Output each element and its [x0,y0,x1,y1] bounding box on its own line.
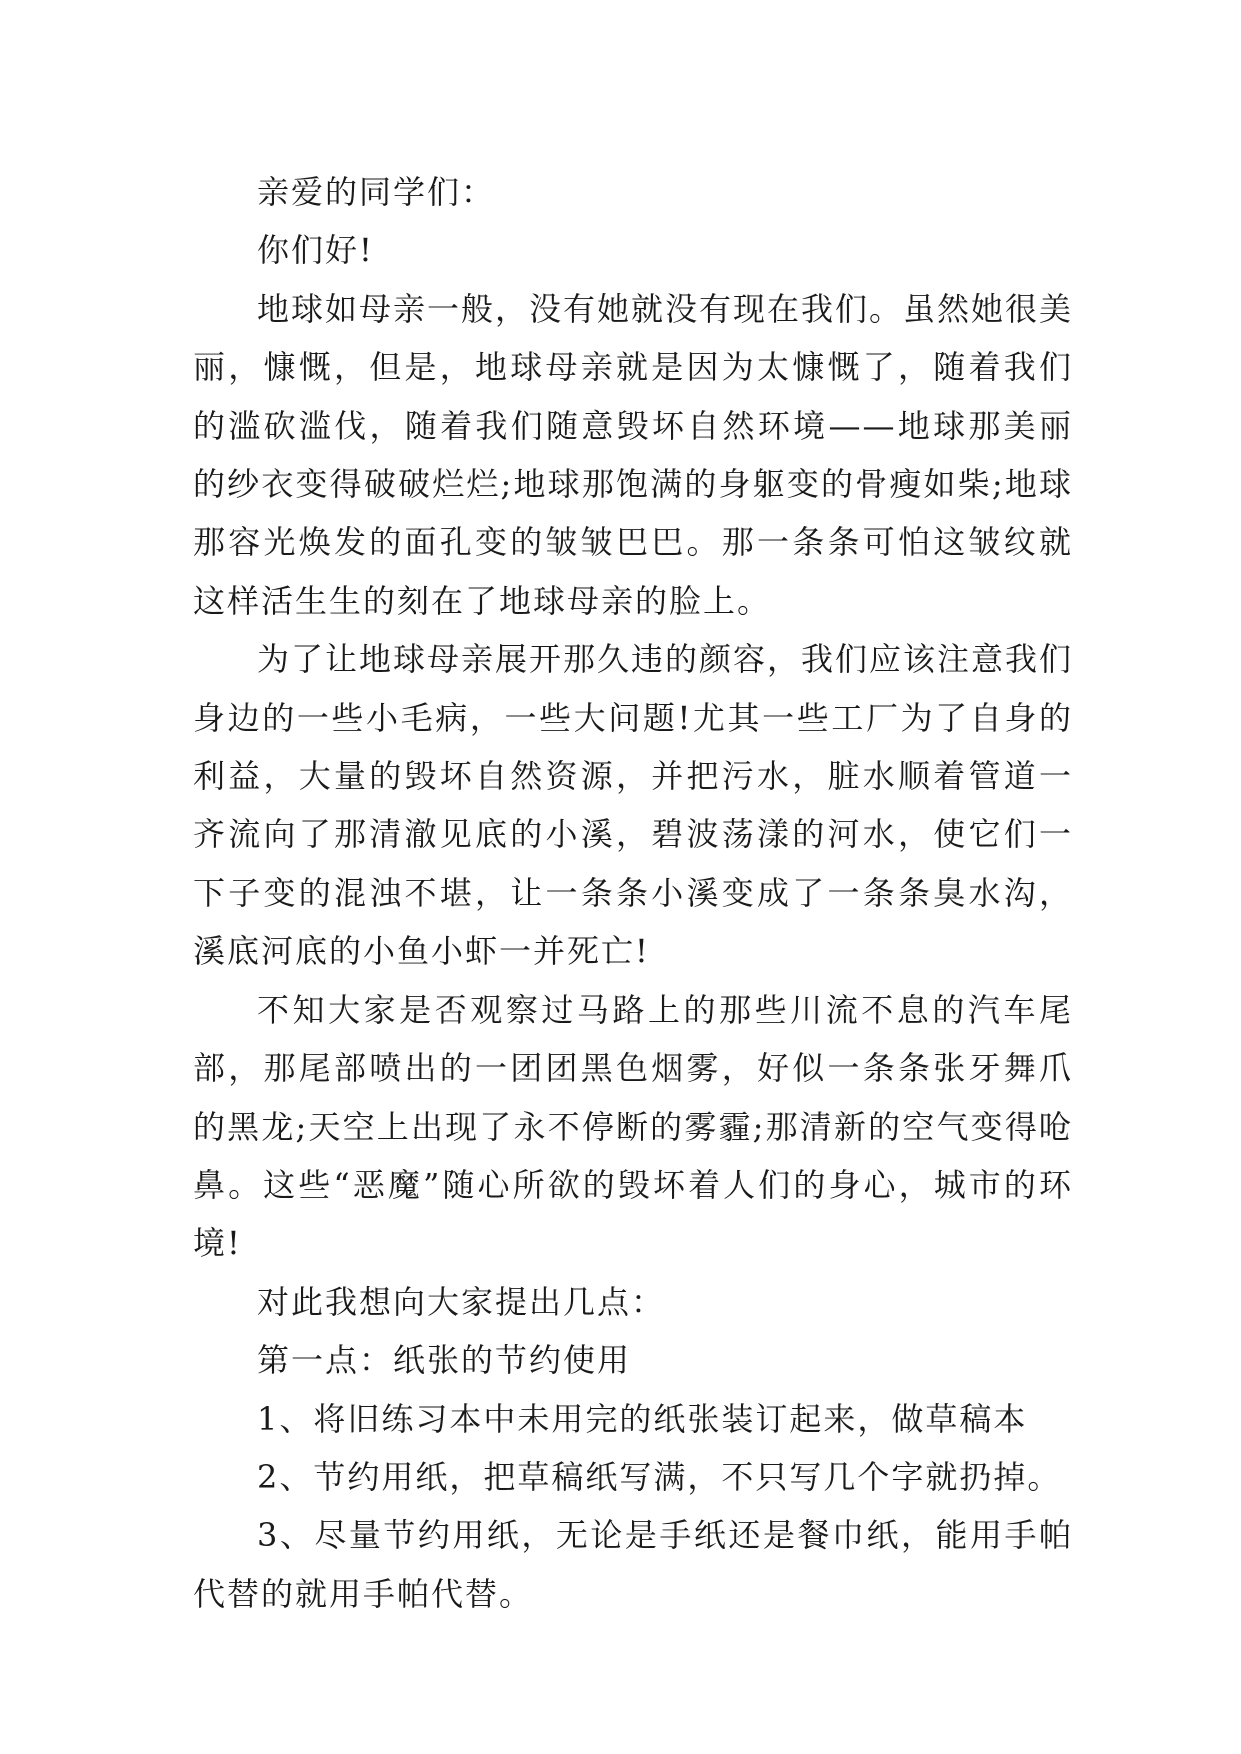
document-body [193,163,1073,1623]
body-paragraph: 地球如母亲一般，没有她就没有现在我们。虽然她很美丽，慷慨，但是，地球母亲就是因为太慷慨了，随着我们的滥砍滥伐，随着我们随意毁坏自然环境——地球那美丽的纱衣变得破破烂烂;地球那饱满的身躯变的骨瘦如柴;地球那容光焕发的面孔变的皱皱巴巴。那一条条可怕这皱纹就这样活生生的刻在了地球母亲的脸上。 [193,289,1074,620]
body-paragraph: 不知大家是否观察过马路上的那些川流不息的汽车尾部，那尾部喷出的一团团黑色烟雾，好似一条条张牙舞爪的黑龙;天空上出现了永不停断的雾霾;那清新的空气变得呛鼻。这些“恶魔”随心所欲的毁坏着人们的身心，城市的环境! [193,990,1073,1263]
section-heading: 第一点：纸张的节约使用 [257,1341,632,1380]
body-paragraph: 为了让地球母亲展开那久违的颜容，我们应该注意我们身边的一些小毛病，一些大问题!尤其一些工厂为了自身的利益，大量的毁坏自然资源，并把污水，脏水顺着管道一齐流向了那清澈见底的小溪，碧波荡漾的河水，使它们一下子变的混浊不堪，让一条条小溪变成了一条条臭水沟，溪底河底的小鱼小虾一并死亡! [193,640,1074,971]
list-item: 1、将旧练习本中未用完的纸张装订起来，做草稿本 [257,1399,1028,1438]
list-item: 2、节约用纸，把草稿纸写满，不只写几个字就扔掉。 [257,1457,1062,1496]
greeting: 你们好! [257,231,374,270]
salutation: 亲爱的同学们： [257,173,496,211]
proposal-intro: 对此我想向大家提出几点： [257,1282,666,1321]
list-item: 3、尽量节约用纸，无论是手纸还是餐巾纸，能用手帕代替的就用手帕代替。 [193,1516,1073,1613]
